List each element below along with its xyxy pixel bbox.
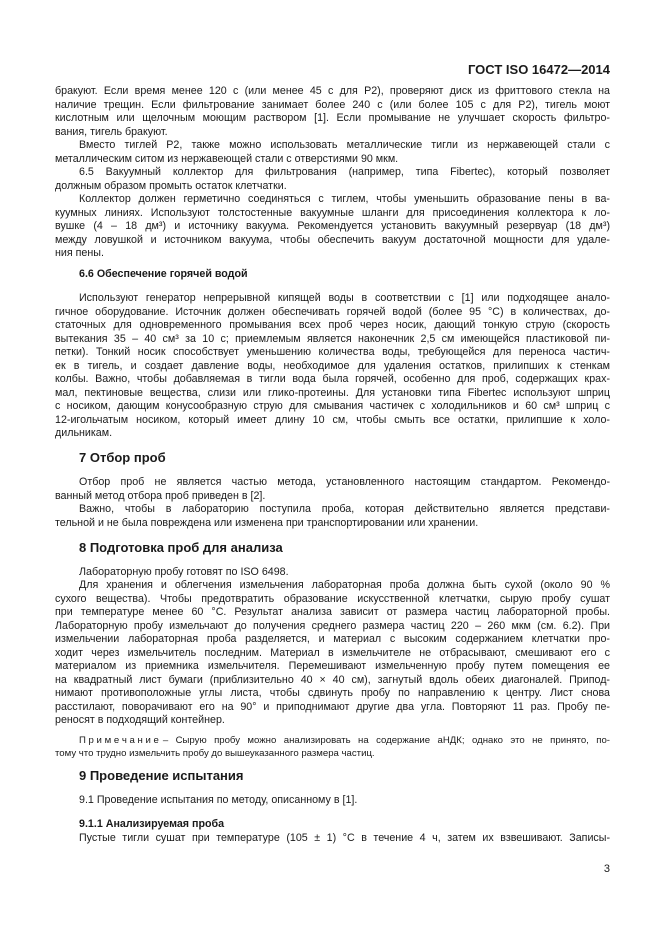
paragraph-hot-water — [55, 292, 610, 441]
text-line: вытекания 35 – 40 см³ за 10 с; приемлемым является наконечник 2,5 см имеющейся пластиковой пи- — [55, 332, 610, 345]
text-line: наличие трещин. Если фильтрование занимает более 240 с (или более 105 с для Р2), тигель моют — [55, 98, 610, 111]
paragraph-alt-crucibles — [55, 139, 610, 166]
paragraph-sampling-2 — [55, 503, 610, 530]
text-line: бракуют. Если время менее 120 с (или менее 45 с для Р2), проверяют диск из фриттового стекла на — [55, 85, 610, 97]
text-line: гичное оборудование. Источник должен обеспечивать горячей водой (более 95 °С) в количествах, до- — [55, 305, 610, 318]
text-line: Используют генератор непрерывной кипящей воды в соответствии с [1] или подходящее анало- — [79, 292, 610, 304]
text-line: расстилают, поворачивают его на 90° и приподнимают другие два угла. Повторяют 11 раз. Пробу пе- — [55, 700, 610, 713]
text-line: нимают противоположные углы листа, чтобы сдвинуть пробу по направлению к центру. Лист снова — [55, 687, 610, 699]
text-line: Вместо тиглей Р2, также можно использовать металлические тигли из нержавеющей стали с — [79, 139, 610, 151]
text-line — [55, 734, 610, 747]
text-line: 9.1 Проведение испытания по методу, описанному в [1]. — [79, 793, 358, 806]
text-line: тому что трудно измельчить пробу до вышеуказанного размера частиц. — [55, 747, 375, 759]
note-label: П р и м е ч а н и е — [79, 734, 159, 746]
subsection-heading-6-6: 6.6 Обеспечение горячей водой — [79, 267, 248, 280]
note — [55, 734, 610, 760]
text-line: должным образом промыть остаток клетчатки. — [55, 179, 287, 192]
text-line: ек в тигель, и создает давление воды, необходимое для удаления остатков, прилипших к стенкам — [55, 359, 610, 372]
text-line: материалом из приемника измельчителя. Перемешивают измельченную пробу путем помещения ее — [55, 660, 610, 672]
text-line: при температуре менее 60 °С. Результат анализа зависит от размера частиц лабораторной пробы. — [55, 606, 610, 618]
text-line: Лабораторную пробу готовят по ISO 6498. — [79, 565, 289, 578]
text-line: Коллектор должен герметично соединяться с тиглем, чтобы уменьшить образование пены в ва- — [79, 193, 610, 205]
text-line: с носиком, дающим конусообразную струю для смывания частичек с холодильников и 60 см³ шприц с — [55, 400, 610, 412]
subsection-heading-9-1-1: 9.1.1 Анализируемая проба — [79, 818, 225, 831]
text-line: тельной и не была повреждена или изменена при транспортировании или хранении. — [55, 516, 479, 529]
text-line: петки). Тонкий носик способствует уменьшению количества воды, требующейся для переноса частич- — [55, 346, 610, 358]
text-line: 12-игольчатым носиком, который имеет длину 10 см, чтобы смыть все остатки, прилипшие к холо- — [55, 413, 610, 426]
text-line: реносят в подходящий контейнер. — [55, 714, 225, 726]
text-line: ния пены. — [55, 247, 104, 259]
text-line: между ловушкой и источником вакуума, чтобы обеспечить вакуум достаточной мощности для удале- — [55, 233, 610, 246]
page-number: 3 — [603, 863, 610, 875]
text-line: Отбор проб не является частью метода, установленного настоящим стандартом. Рекомендо- — [79, 476, 610, 488]
paragraph-test-portion — [55, 832, 610, 846]
paragraph-manifold — [55, 193, 610, 261]
text-line: Для хранения и облегчения измельчения лабораторная проба должна быть сухой (около 90 % — [79, 579, 610, 591]
text-line: дильникам. — [55, 427, 113, 439]
text-line: металлическим ситом из нержавеющей стали с отверстиями 90 мкм. — [55, 152, 399, 165]
text-line: мал, пектиновые вещества, слизи или глико-протеины. Для установки типа Fibertec используют шприц — [55, 386, 610, 399]
text-line: измельчении лабораторная проба разделяется, и материал с высоким содержанием клетчатки про- — [55, 633, 610, 645]
text-line: 6.5 Вакуумный коллектор для фильтрования (например, типа Fibertec), который позволяет — [79, 166, 610, 178]
text-line: Лабораторную пробу измельчают до получения среднего размера частиц 220 – 260 мкм (см. 6.2). При — [55, 619, 610, 632]
text-line: сухого вещества). Чтобы предотвратить образование искусственной клетчатки, сырую пробу сушат — [55, 592, 610, 605]
text-line: на квадратный лист бумаги (приблизительно 40 × 40 см), загнутый вдоль обеих диагоналей. Припод- — [55, 673, 610, 686]
text-line: Важно, чтобы в лабораторию поступила проба, которая действительно является представи- — [79, 503, 610, 515]
text-line: куумных линиях. Используют толстостенные вакуумные шланги для присоединения коллектора к ло- — [55, 206, 610, 219]
text-line: Пустые тигли сушат при температуре (105 ± 1) °С в течение 4 ч, затем их взвешивают. Записы- — [79, 832, 610, 844]
note-text: – Сырую пробу можно анализировать на содержание аНДК; однако это не принято, по- — [162, 734, 610, 746]
page-content — [55, 85, 610, 846]
paragraph-sampling-1 — [55, 476, 610, 503]
paragraph-sample-prep-1 — [55, 566, 610, 580]
clause-6-5 — [55, 166, 610, 193]
text-line: статочных для одновременного промывания всех проб через носик, дающий тонкую струю (скорость — [55, 319, 610, 331]
section-heading-8: 8 Подготовка проб для анализа — [79, 539, 283, 555]
section-heading-9: 9 Проведение испытания — [79, 768, 244, 783]
document-code: ГОСТ ISO 16472—2014 — [467, 62, 610, 77]
text-line: ходит через измельчитель последним. Материал в измельчителе не отбрасывают, смешивают его с — [55, 646, 610, 659]
paragraph-crucible-rejection — [55, 85, 610, 139]
text-line: колбы. Важно, чтобы добавляемая в тигли вода была горячей, особенно для проб, содержащих крах- — [55, 373, 610, 385]
paragraph-sample-prep-2 — [55, 579, 610, 728]
text-line: вушке (4 – 18 дм³) и источнику вакуума. Рекомендуется установить вакуумный резервуар (18 дм³) — [55, 220, 610, 232]
section-heading-7: 7 Отбор проб — [79, 450, 166, 466]
text-line: вания, тигель бракуют. — [55, 125, 168, 138]
clause-9-1 — [55, 794, 610, 808]
text-line: ванный метод отбора проб приведен в [2]. — [55, 489, 266, 502]
text-line: кислотным или щелочным моющим раствором [1]. Если промывание не улучшает скорость фильтро- — [55, 112, 610, 124]
